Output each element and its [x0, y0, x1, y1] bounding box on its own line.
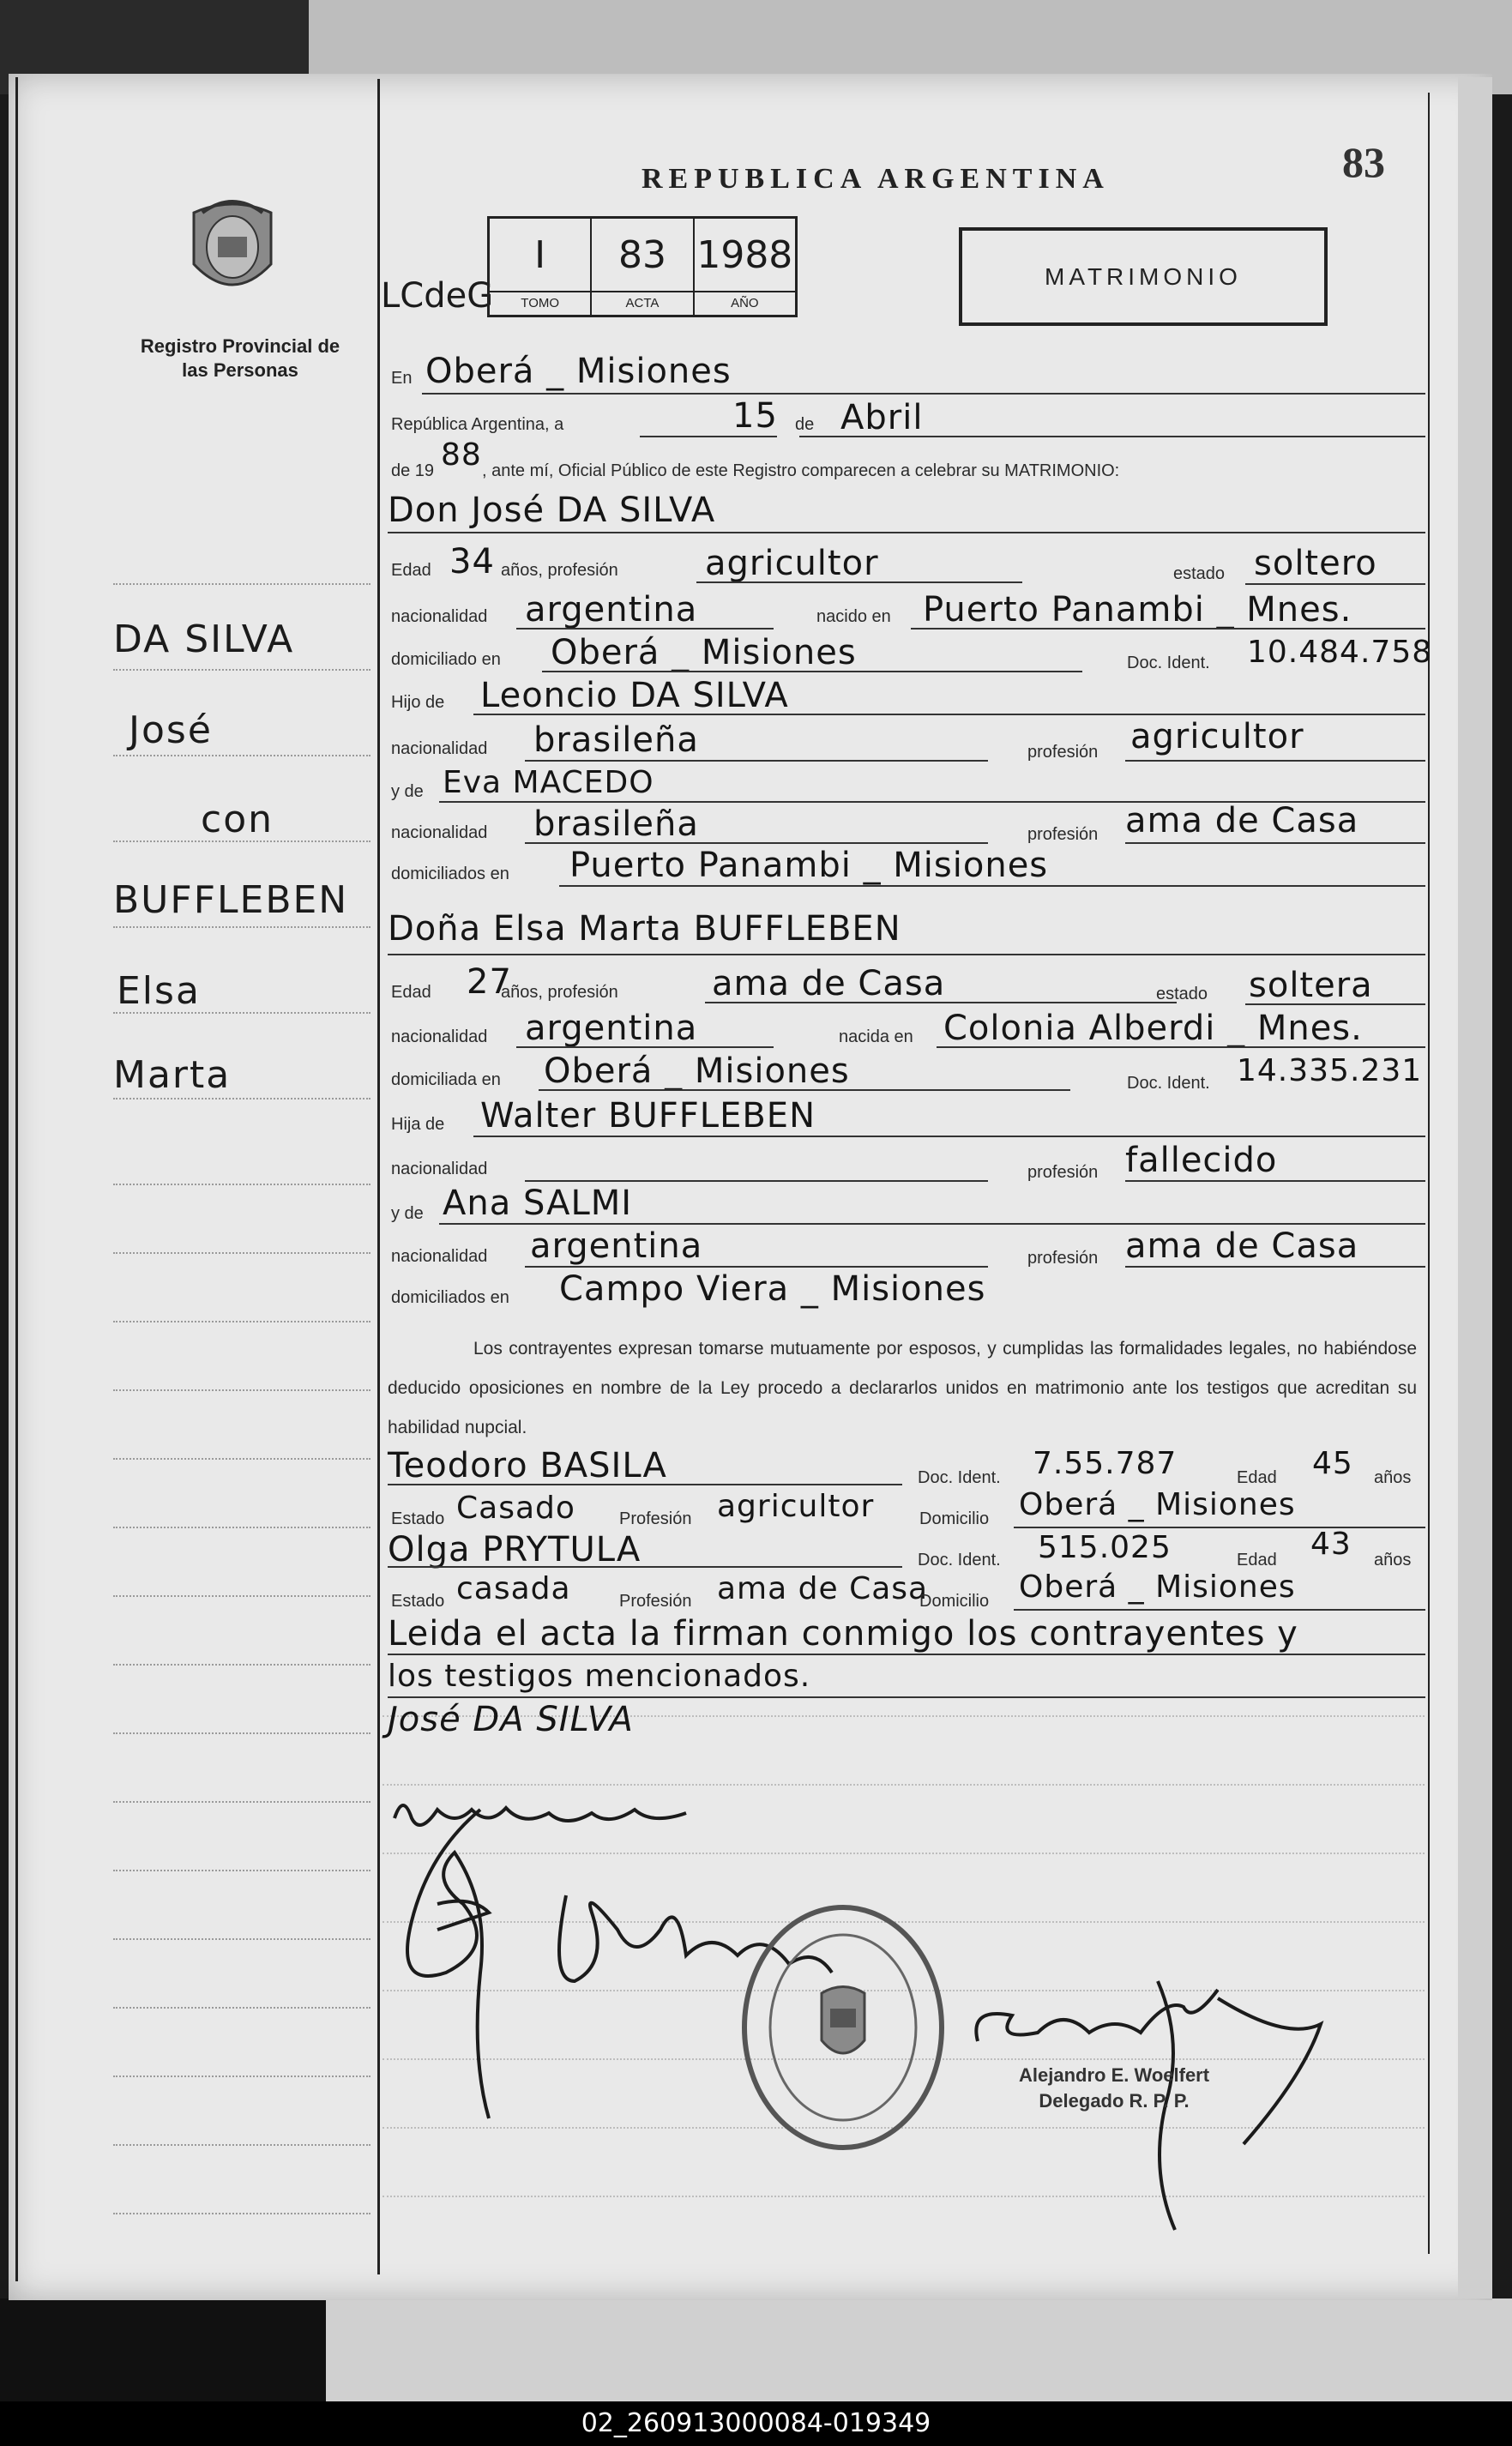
- tomo-cell: I TOMO: [490, 219, 592, 315]
- delegate-title: Delegado R. P. P.: [1039, 2090, 1190, 2112]
- margin-line: Marta: [113, 1053, 232, 1097]
- groom-father-nat-row: nacionalidad brasileña profesión agricultor: [388, 722, 1425, 765]
- bride-father-row: Hija de Walter BUFFLEBEN: [388, 1101, 1425, 1144]
- act-number-table: [487, 216, 798, 317]
- groom-signature-row: José DA SILVA: [388, 1700, 634, 1739]
- acta-cell: 83 ACTA: [592, 219, 694, 315]
- registry-seal-icon: [736, 1899, 950, 2156]
- witness-1-row: Teodoro BASILA Doc. Ident. 7.55.787 Edad 45 años: [388, 1446, 1412, 1487]
- margin-line: Elsa: [117, 969, 201, 1013]
- page-number: 83: [1342, 138, 1385, 186]
- bride-mother-nat-row: nacionalidad argentina profesión ama de Casa: [388, 1232, 1425, 1274]
- row-date: República Argentina, a 15 de Abril: [388, 403, 1425, 446]
- matrimonio-box: MATRIMONIO: [959, 227, 1328, 326]
- groom-age-row: Edad 34 años, profesión agricultor estado soltero: [388, 549, 1425, 592]
- row-place: En Oberá _ Misiones: [388, 353, 1425, 396]
- witness-signature-scribble-icon: [377, 1801, 566, 2127]
- margin-line: BUFFLEBEN: [113, 878, 349, 922]
- witness-2-row: Olga PRYTULA Doc. Ident. 515.025 Edad 43 años: [388, 1527, 1412, 1569]
- background-bottom-dark: [0, 2298, 326, 2401]
- row-year: de 19 88 , ante mí, Oficial Público de este Registro comparecen a celebrar su MATRIMONIO:: [391, 437, 1120, 480]
- groom-mother-row: y de Eva MACEDO: [388, 767, 1425, 810]
- closing-line-1: Leida el acta la firman conmigo los contrayentes y: [388, 1616, 1425, 1659]
- declaration-paragraph: Los contrayentes expresan tomarse mutuamente por esposos, y cumplidas las formalidades legales, no habiéndose deducido oposiciones en nombre de la Ley procedo a declararlos unidos en matrimonio ante los testigos que acreditan su habilidad nupcial.: [388, 1339, 1417, 1437]
- document-title: REPUBLICA ARGENTINA: [642, 163, 1110, 195]
- right-border: [1428, 93, 1430, 2254]
- closing-line-2: los testigos mencionados.: [388, 1662, 1425, 1705]
- witness-1-detail-row: Estado Casado Profesión agricultor Domicilio Oberá _ Misiones: [388, 1492, 1425, 1535]
- delegate-stamp: [1019, 2063, 1209, 2114]
- bride-nationality-row: nacionalidad argentina nacida en Colonia Alberdi _ Mnes.: [388, 1014, 1425, 1057]
- file-id-footer: 02_260913000084-019349: [0, 2401, 1512, 2446]
- groom-father-row: Hijo de Leoncio DA SILVA: [388, 679, 1425, 722]
- groom-name-row: Don José DA SILVA: [388, 491, 1425, 533]
- bride-parents-dom-row: domiciliados en Campo Viera _ Misiones: [391, 1269, 986, 1309]
- bride-mother-row: y de Ana SALMI: [388, 1189, 1425, 1232]
- province-emblem-icon: [185, 196, 280, 305]
- cdeg-note: LCdeG: [381, 276, 494, 316]
- bride-domicile-row: domiciliada en Oberá _ Misiones Doc. Ident. 14.335.231: [391, 1051, 1423, 1093]
- page-edge: [1458, 77, 1492, 2298]
- margin-line: con: [201, 798, 274, 841]
- bride-father-nat-row: nacionalidad profesión fallecido: [388, 1146, 1425, 1189]
- bride-age-row: Edad 27 años, profesión ama de Casa estado soltera: [388, 969, 1425, 1012]
- groom-domicile-row: domiciliado en Oberá _ Misiones Doc. Ident. 10.484.758: [391, 633, 1433, 672]
- margin-line: José: [129, 708, 213, 752]
- witness-2-detail-row: Estado casada Profesión ama de Casa Domicilio Oberá _ Misiones: [388, 1575, 1425, 1618]
- ano-cell: 1988 AÑO: [695, 219, 795, 315]
- groom-mother-nat-row: nacionalidad brasileña profesión ama de Casa: [388, 808, 1425, 851]
- registry-name: Registro Provincial de las Personas: [140, 335, 340, 381]
- groom-parents-dom-row: domiciliados en Puerto Panambi _ Misiones: [388, 849, 1425, 892]
- groom-nationality-row: nacionalidad argentina nacido en Puerto Panambi _ Mnes.: [388, 593, 1425, 636]
- margin-line: DA SILVA: [113, 618, 295, 661]
- delegate-name: Alejandro E. Woelfert: [1019, 2064, 1210, 2086]
- bride-name-row: Doña Elsa Marta BUFFLEBEN: [388, 909, 1425, 952]
- left-border: [15, 77, 18, 2281]
